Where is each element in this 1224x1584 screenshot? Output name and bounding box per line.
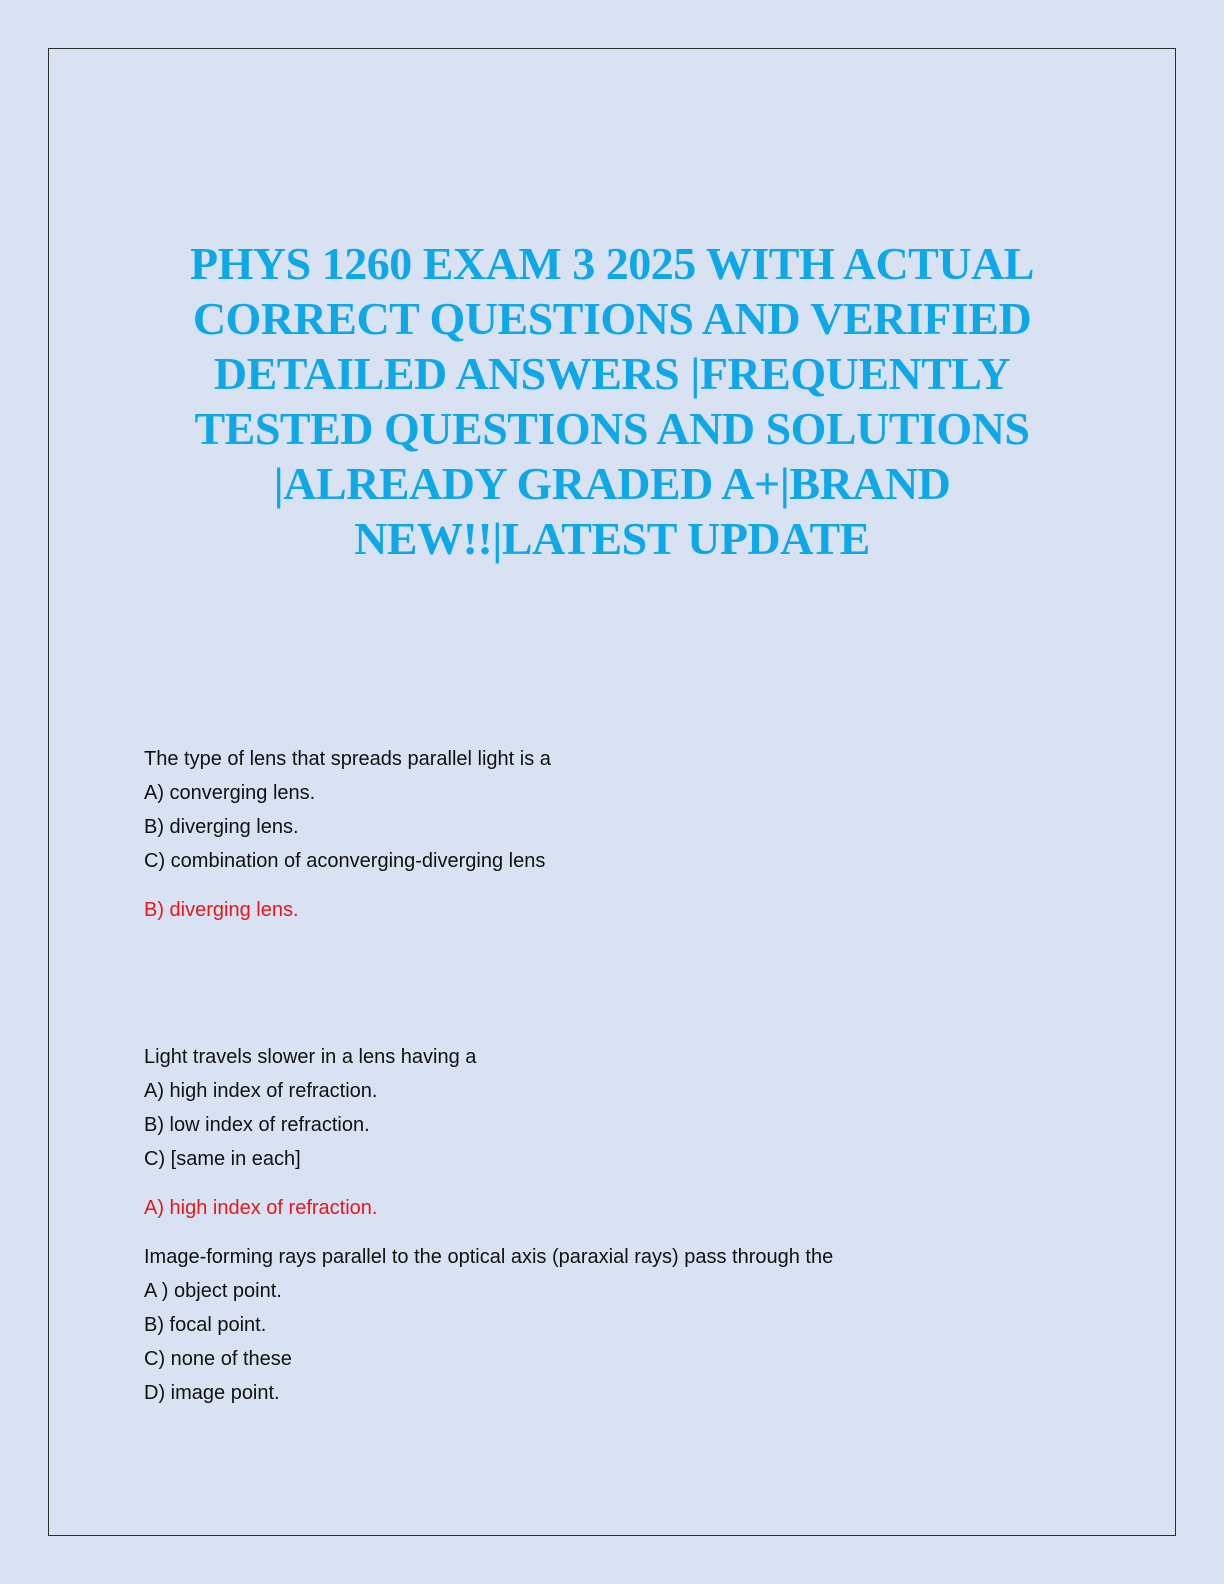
option-d: D) image point. <box>144 1382 280 1404</box>
question-prompt: The type of lens that spreads parallel light is a <box>144 748 551 770</box>
option-a: A) converging lens. <box>144 782 316 804</box>
option-c: C) combination of aconverging-diverging lens <box>144 850 546 872</box>
option-c: C) none of these <box>144 1348 292 1370</box>
correct-answer: B) diverging lens. <box>144 899 299 921</box>
document-title: PHYS 1260 EXAM 3 2025 WITH ACTUAL CORRECT QUESTIONS AND VERIFIED DETAILED ANSWERS |FREQUENTLY TESTED QUESTIONS AND SOLUTIONS |ALREADY GRADED A+|BRAND NEW!!|LATEST UPDATE <box>190 238 1034 564</box>
question-block-1 <box>144 742 551 927</box>
question-prompt: Image-forming rays parallel to the optical axis (paraxial rays) pass through the <box>144 1246 834 1268</box>
option-a: A) high index of refraction. <box>144 1080 378 1102</box>
option-b: B) focal point. <box>144 1314 267 1336</box>
option-b: B) diverging lens. <box>144 816 299 838</box>
option-a: A ) object point. <box>144 1280 282 1302</box>
question-prompt: Light travels slower in a lens having a <box>144 1046 477 1068</box>
option-c: C) [same in each] <box>144 1148 301 1170</box>
correct-answer: A) high index of refraction. <box>144 1197 378 1219</box>
option-b: B) low index of refraction. <box>144 1114 370 1136</box>
question-block-3 <box>144 1240 833 1410</box>
question-block-2 <box>144 1040 476 1225</box>
